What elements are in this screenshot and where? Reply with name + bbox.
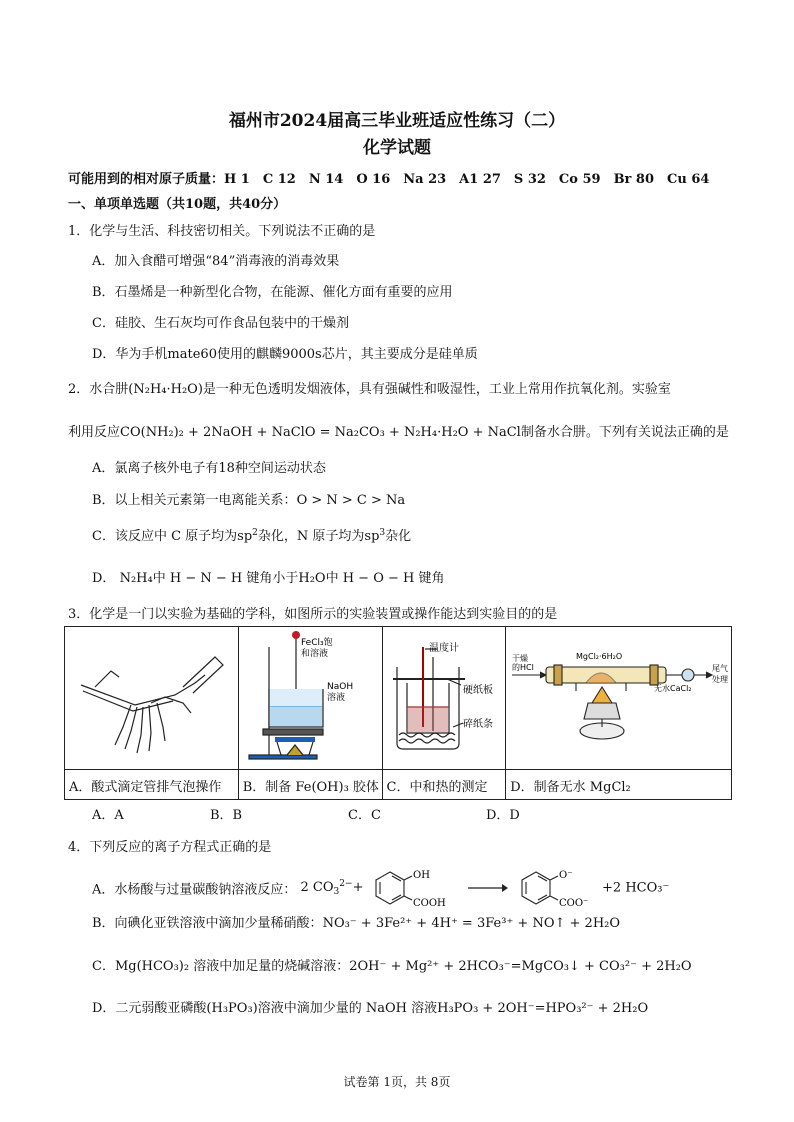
apparatus-a-figure xyxy=(65,627,239,770)
salicylic-acid-structure xyxy=(368,866,462,910)
q2-equation: CO(NH₂)₂ + 2NaOH + NaClO = Na₂CO₃ + N₂H₄·H₂O + NaCl xyxy=(120,425,521,440)
exam-title: 福州市2024届高三毕业班适应性练习（二） xyxy=(228,111,566,131)
q4-d-pre: D．二元弱酸亚磷酸(H₃PO₃)溶液中滴加少量的 NaOH 溶液 xyxy=(92,1001,438,1016)
q4-d-eq: H₃PO₃ + 2OH⁻=HPO₃²⁻ + 2H₂O xyxy=(437,1001,649,1016)
q2-c-sp2: sp xyxy=(237,529,253,544)
q2-c-post: 杂化 xyxy=(385,529,412,544)
d-label-hcl: 的HCl xyxy=(512,663,535,672)
section-heading: 一、单项单选题（共10题，共40分） xyxy=(68,197,287,212)
q4-option-d xyxy=(92,997,648,1016)
burette-hand-icon xyxy=(65,627,237,765)
q4-b-pre: B．向碘化亚铁溶液中滴加少量稀硝酸： xyxy=(92,916,323,931)
q4-option-b xyxy=(92,912,620,931)
q4-a-coef-text: 2 CO xyxy=(300,880,334,895)
caption-a: A．酸式滴定管排气泡操作 xyxy=(65,770,239,800)
apparatus-c-figure xyxy=(382,627,506,770)
q4-option-a xyxy=(92,866,669,910)
q2-stem xyxy=(68,378,671,397)
q2-d-b: 中 H − N − H 键角小于 xyxy=(152,571,299,586)
q2-c-sp3-sup: 3 xyxy=(379,528,386,538)
c-label-cardboard: 硬纸板 xyxy=(462,685,493,696)
q3-apparatus-table xyxy=(64,626,732,800)
q1-option-c: C．硅胶、生石灰均可作食品包装中的干燥剂 xyxy=(92,316,349,331)
q1-stem: 1．化学与生活、科技密切相关。下列说法不正确的是 xyxy=(68,224,376,239)
q3-answer-b: B．B xyxy=(210,808,243,823)
heating-beaker-icon xyxy=(239,627,381,765)
apparatus-d-figure xyxy=(506,627,732,770)
q3-answer-c: C．C xyxy=(348,808,381,823)
q4-a-oh: OH xyxy=(412,870,430,881)
q2-c-mid: 杂化，N 原子均为 xyxy=(257,529,365,544)
salicylate-structure xyxy=(514,866,598,910)
q2-line2-pre: 利用反应 xyxy=(68,425,121,440)
q3-stem: 3．化学是一门以实验为基础的学科，如图所示的实验装置或操作能达到实验目的的是 xyxy=(68,607,558,622)
q2-c-sp2-sup: 2 xyxy=(252,528,258,538)
d-label-cacl2: 无水CaCl₂ xyxy=(654,684,692,693)
d-label-tail: 尾气 xyxy=(712,664,729,673)
q4-stem: 4．下列反应的离子方程式正确的是 xyxy=(68,840,272,855)
q2-c-sp3: sp xyxy=(364,529,380,544)
q2-d-pre: D． xyxy=(92,571,116,586)
q4-a-post: +2 HCO₃⁻ xyxy=(602,880,670,896)
d-label-mgcl2: MgCl₂·6H₂O xyxy=(576,652,623,661)
b-label-fecl3-2: 和溶液 xyxy=(300,649,328,659)
page-footer: 试卷第 1页，共 8页 xyxy=(343,1075,451,1089)
calorimeter-icon xyxy=(383,627,505,765)
q4-b-eq: NO₃⁻ + 3Fe²⁺ + 4H⁺ = 3Fe³⁺ + NO↑ + 2H₂O xyxy=(322,916,621,931)
q2-line2-post: 制备水合肼。下列有关说法正确的是 xyxy=(520,425,729,440)
reaction-arrow-icon xyxy=(466,881,510,895)
q4-a-pre: A．水杨酸与过量碳酸钠溶液反应： xyxy=(92,882,297,898)
tube-furnace-icon xyxy=(506,627,730,765)
q4-c-pre: C．Mg(HCO₃)₂ 溶液中加足量的烧碱溶液： xyxy=(92,959,350,974)
d-label-dry: 干燥 xyxy=(512,654,529,663)
q4-option-c xyxy=(92,955,692,974)
b-label-naoh: NaOH xyxy=(326,682,353,692)
apparatus-b-figure xyxy=(238,627,382,770)
b-label-fecl3: FeCl₃饱 xyxy=(300,638,333,648)
q1-option-b: B．石墨烯是一种新型化合物，在能源、催化方面有重要的应用 xyxy=(92,285,453,300)
q4-a-cooh: COOH xyxy=(412,898,446,909)
c-label-paper: 碎纸条 xyxy=(462,719,493,730)
q3-answer-d: D．D xyxy=(486,808,520,823)
caption-c: C．中和热的测定 xyxy=(382,770,506,800)
atomic-masses: 可能用到的相对原子质量：H 1 C 12 N 14 O 16 Na 23 A1 27 S 32 Co 59 Br 80 Cu 64 xyxy=(68,172,710,187)
q2-b-eq: O > N > C > Na xyxy=(296,493,406,508)
q4-c-eq: 2OH⁻ + Mg²⁺ + 2HCO₃⁻=MgCO₃↓ + CO₃²⁻ + 2H₂O xyxy=(349,959,692,974)
q4-a-coef: 2 $CO_3^{2-}+$ xyxy=(300,879,364,897)
q2-d-d: 中 H − O − H 键角 xyxy=(325,571,445,586)
q2-c-pre: C．该反应中 C 原子均为 xyxy=(92,529,238,544)
caption-b: B．制备 Fe(OH)₃ 胶体 xyxy=(238,770,382,800)
caption-d: D．制备无水 MgCl₂ xyxy=(506,770,732,800)
q2-option-d xyxy=(92,567,445,586)
q2-stem-pre: 2．水合肼 xyxy=(68,382,129,397)
q3-answer-a: A．A xyxy=(92,808,124,823)
q2-d-c: H₂O xyxy=(298,571,326,586)
c-label-thermometer: 温度计 xyxy=(428,643,459,654)
q2-d-a: N₂H₄ xyxy=(119,571,153,586)
q2-b-pre: B．以上相关元素第一电离能关系： xyxy=(92,493,297,508)
q2-stem-line2 xyxy=(68,421,729,440)
q4-a-ominus: O⁻ xyxy=(558,870,573,881)
q1-option-a: A．加入食醋可增强“84”消毒液的消毒效果 xyxy=(92,254,340,269)
q2-formula: (N₂H₄·H₂O) xyxy=(128,382,203,397)
q2-option-a: A．氯离子核外电子有18种空间运动状态 xyxy=(92,461,326,476)
q1-option-d: D．华为手机mate60使用的麒麟9000s芯片，其主要成分是硅单质 xyxy=(92,347,478,362)
q4-a-coominus: COO⁻ xyxy=(558,898,589,909)
q2-option-c xyxy=(92,525,411,544)
q2-option-b xyxy=(92,489,405,508)
exam-subtitle: 化学试题 xyxy=(363,138,431,158)
d-label-treat: 处理 xyxy=(712,675,729,684)
b-label-naoh-2: 溶液 xyxy=(326,693,345,703)
q2-stem-post: 是一种无色透明发烟液体，具有强碱性和吸湿性，工业上常用作抗氧化剂。实验室 xyxy=(202,382,671,397)
